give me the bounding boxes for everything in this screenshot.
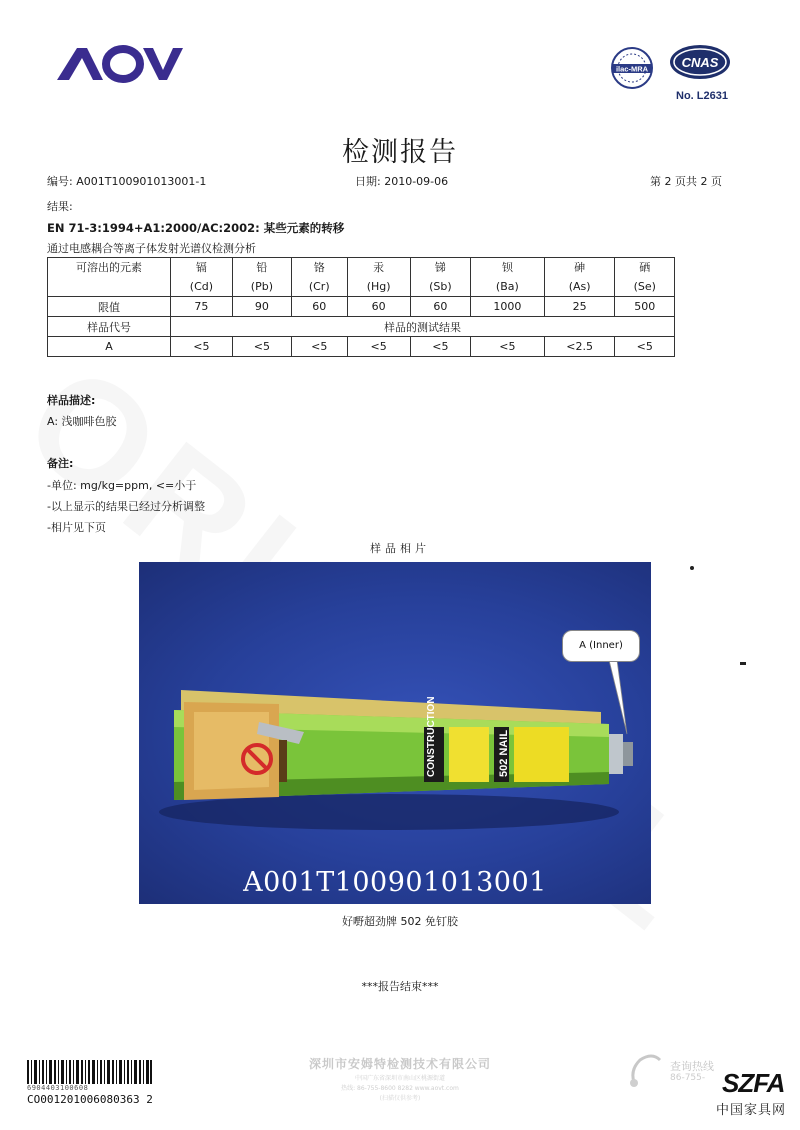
element-cell xyxy=(232,258,291,297)
footer-note: (扫描仅供参考) xyxy=(379,1095,421,1102)
photo-title: 样品相片 xyxy=(370,542,430,555)
limit-label: 限值 xyxy=(48,297,171,317)
element-cell xyxy=(291,258,347,297)
svg-text:ilac-MRA: ilac-MRA xyxy=(615,64,649,74)
header-label: 可溶出的元素 xyxy=(76,261,142,274)
limit-cell: 60 xyxy=(410,297,470,317)
cnas-number: No. L2631 xyxy=(676,90,728,102)
results-table xyxy=(47,257,675,357)
element-cell xyxy=(171,258,233,297)
sample-id: A xyxy=(48,337,171,357)
element-name: 铬 xyxy=(313,261,325,274)
result-cell: <5 xyxy=(410,337,470,357)
scan-speck xyxy=(740,662,746,665)
table-row xyxy=(48,337,675,357)
element-cell xyxy=(410,258,470,297)
table-row xyxy=(48,317,675,337)
result-cell: <5 xyxy=(470,337,544,357)
element-symbol: (Cd) xyxy=(189,280,214,293)
photo-sample-code: A001T100901013001 xyxy=(243,867,547,898)
sample-heading: 样品描述: xyxy=(47,394,96,407)
photo-caption: 好嘢超劲牌 502 免钉胶 xyxy=(342,915,458,928)
result-cell: <5 xyxy=(171,337,233,357)
result-cell: <5 xyxy=(347,337,410,357)
limit-cell: 25 xyxy=(544,297,615,317)
element-name: 砷 xyxy=(574,261,586,274)
element-name: 锑 xyxy=(434,261,446,274)
barcode-code: CO001201006080363 2 xyxy=(27,1093,153,1106)
footer-address: 中国广东省深圳市南山区桃源街道 xyxy=(354,1075,445,1082)
svg-text:CNAS: CNAS xyxy=(681,55,719,70)
notes-heading: 备注: xyxy=(47,457,74,470)
page-number: 第 2 页共 2 页 xyxy=(650,175,722,188)
element-name: 钡 xyxy=(501,261,513,274)
can-label-nail: 502 NAIL xyxy=(498,729,510,777)
phone-icon xyxy=(626,1052,666,1090)
limit-cell: 90 xyxy=(232,297,291,317)
limit-cell: 75 xyxy=(171,297,233,317)
element-symbol: (Ba) xyxy=(495,280,519,293)
sample-description: A: 浅咖啡色胶 xyxy=(47,415,117,428)
report-title: 检测报告 xyxy=(342,137,458,168)
element-cell xyxy=(347,258,410,297)
element-name: 铅 xyxy=(256,261,268,274)
can-label-construction: CONSTRUCTION xyxy=(426,696,437,777)
header-label-cell xyxy=(48,258,171,297)
query-hotline-number: 86-755- xyxy=(670,1073,706,1083)
note-item: -相片见下页 xyxy=(47,521,106,534)
report-date: 日期: 2010-09-06 xyxy=(355,175,449,188)
callout-label: A (Inner) xyxy=(562,630,640,662)
barcode-digits: 6904403100608 xyxy=(27,1084,89,1092)
element-name: 镉 xyxy=(195,261,207,274)
element-cell xyxy=(544,258,615,297)
element-symbol: (Pb) xyxy=(250,280,273,293)
report-number: 编号: A001T100901013001-1 xyxy=(47,175,207,188)
test-standard: EN 71-3:1994+A1:2000/AC:2002: 某些元素的转移 xyxy=(47,221,345,235)
result-cell: <5 xyxy=(232,337,291,357)
element-symbol: (As) xyxy=(568,280,591,293)
element-name: 硒 xyxy=(639,261,651,274)
sample-code-label: 样品代号 xyxy=(48,317,171,337)
report-end-mark: ***报告结束*** xyxy=(361,980,439,993)
szfa-logo: SZFA xyxy=(722,1068,785,1098)
test-method: 通过电感耦合等离子体发射光谱仪检测分析 xyxy=(47,242,256,255)
element-symbol: (Se) xyxy=(633,280,656,293)
sample-photo xyxy=(139,562,651,904)
szfa-site-name: 中国家具网 xyxy=(716,1103,787,1118)
element-name: 汞 xyxy=(373,261,385,274)
query-hotline-label: 查询热线 xyxy=(670,1060,714,1073)
element-symbol: (Cr) xyxy=(308,280,330,293)
element-cell xyxy=(615,258,675,297)
limit-cell: 1000 xyxy=(470,297,544,317)
limit-cell: 60 xyxy=(291,297,347,317)
result-cell: <2.5 xyxy=(544,337,615,357)
element-symbol: (Sb) xyxy=(429,280,452,293)
result-heading: 结果: xyxy=(47,200,73,213)
results-label: 样品的测试结果 xyxy=(171,317,675,337)
element-cell xyxy=(470,258,544,297)
limit-cell: 500 xyxy=(615,297,675,317)
result-cell: <5 xyxy=(615,337,675,357)
note-item: -以上显示的结果已经过分析调整 xyxy=(47,500,205,513)
result-cell: <5 xyxy=(291,337,347,357)
barcode-icon xyxy=(27,1060,152,1084)
table-row xyxy=(48,297,675,317)
glue-tube-image xyxy=(139,562,651,904)
scan-speck xyxy=(690,566,694,570)
table-row xyxy=(48,258,675,297)
limit-cell: 60 xyxy=(347,297,410,317)
footer-contact: 热线: 86-755-8600 8282 www.aovt.com xyxy=(341,1085,459,1092)
note-item: -单位: mg/kg=ppm, <=小于 xyxy=(47,479,197,492)
aov-logo xyxy=(55,40,185,90)
element-symbol: (Hg) xyxy=(366,280,391,293)
footer-company: 深圳市安姆特检测技术有限公司 xyxy=(308,1057,491,1071)
